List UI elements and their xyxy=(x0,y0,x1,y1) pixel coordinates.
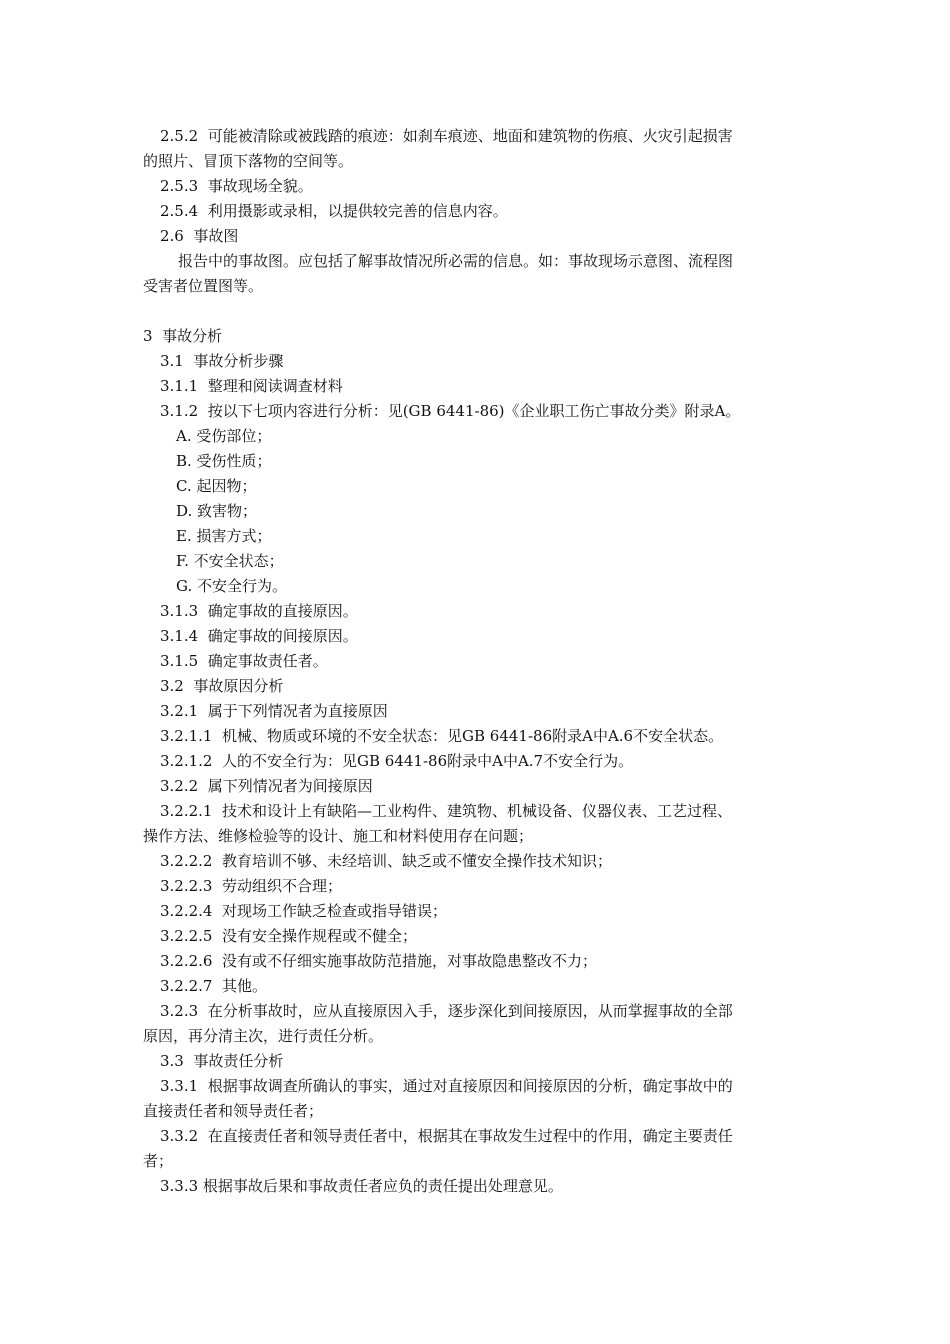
text-line: 3.1.3 确定事故的直接原因。 xyxy=(160,602,358,620)
list-item: A. 受伤部位； xyxy=(176,427,272,445)
text-line: 3.1.5 确定事故责任者。 xyxy=(160,652,328,670)
list-item: B. 受伤性质； xyxy=(176,452,272,470)
text-line: 2.5.4 利用摄影或录相，以提供较完善的信息内容。 xyxy=(160,202,508,220)
section-heading: 2.6 事故图 xyxy=(160,227,239,245)
text-line: 3.3.3 根据事故后果和事故责任者应负的责任提出处理意见。 xyxy=(160,1177,563,1195)
chapter-heading: 3 事故分析 xyxy=(143,327,223,345)
text-line: 报告中的事故图。应包括了解事故情况所必需的信息。如：事故现场示意图、流程图 xyxy=(178,252,734,270)
list-item: G. 不安全行为。 xyxy=(176,577,287,595)
text-line: 3.2.2.5 没有安全操作规程或不健全； xyxy=(160,927,418,945)
text-line: 3.2.2.3 劳动组织不合理； xyxy=(160,877,343,895)
list-item: E. 损害方式； xyxy=(176,527,272,545)
text-line: 3.2.2.2 教育培训不够、未经培训、缺乏或不懂安全操作技术知识； xyxy=(160,852,613,870)
section-heading: 3.1 事故分析步骤 xyxy=(160,352,284,370)
text-line: 2.5.2 可能被清除或被践踏的痕迹：如刹车痕迹、地面和建筑物的伤痕、火灾引起损害 xyxy=(160,127,733,145)
text-line: 3.2.1.1 机械、物质或环境的不安全状态：见GB 6441-86附录A中A.6不安全状态。 xyxy=(160,727,724,745)
text-line: 者； xyxy=(143,1152,174,1170)
text-line: 3.2.1 属于下列情况者为直接原因 xyxy=(160,702,388,720)
text-line: 3.2.3 在分析事故时，应从直接原因入手，逐步深化到间接原因，从而掌握事故的全部 xyxy=(160,1002,733,1020)
text-line: 2.5.3 事故现场全貌。 xyxy=(160,177,313,195)
list-item: C. 起因物； xyxy=(176,477,257,495)
text-line: 操作方法、维修检验等的设计、施工和材料使用存在问题； xyxy=(143,827,534,845)
list-item: D. 致害物； xyxy=(176,502,258,520)
text-line: 3.2.1.2 人的不安全行为：见GB 6441-86附录中A中A.7不安全行为。 xyxy=(160,752,634,770)
section-heading: 3.2 事故原因分析 xyxy=(160,677,284,695)
text-line: 3.2.2 属下列情况者为间接原因 xyxy=(160,777,373,795)
text-line: 3.3.1 根据事故调查所确认的事实，通过对直接原因和间接原因的分析，确定事故中的 xyxy=(160,1077,733,1095)
text-line: 3.2.2.4 对现场工作缺乏检查或指导错误； xyxy=(160,902,448,920)
text-line: 3.2.2.7 其他。 xyxy=(160,977,268,995)
text-line: 3.2.2.1 技术和设计上有缺陷—工业构件、建筑物、机械设备、仪器仪表、工艺过程、 xyxy=(160,802,733,820)
text-line: 的照片、冒顶下落物的空间等。 xyxy=(143,152,354,170)
text-line: 3.2.2.6 没有或不仔细实施事故防范措施，对事故隐患整改不力； xyxy=(160,952,598,970)
text-line: 3.1.4 确定事故的间接原因。 xyxy=(160,627,358,645)
text-line: 原因，再分清主次，进行责任分析。 xyxy=(143,1027,384,1045)
text-line: 3.1.1 整理和阅读调查材料 xyxy=(160,377,343,395)
text-line: 3.1.2 按以下七项内容进行分析：见(GB 6441-86)《企业职工伤亡事故分类》附录A。 xyxy=(160,402,741,420)
text-line: 受害者位置图等。 xyxy=(143,277,264,295)
section-heading: 3.3 事故责任分析 xyxy=(160,1052,284,1070)
text-line: 直接责任者和领导责任者； xyxy=(143,1102,324,1120)
list-item: F. 不安全状态； xyxy=(176,552,284,570)
text-line: 3.3.2 在直接责任者和领导责任者中，根据其在事故发生过程中的作用，确定主要责任 xyxy=(160,1127,733,1145)
